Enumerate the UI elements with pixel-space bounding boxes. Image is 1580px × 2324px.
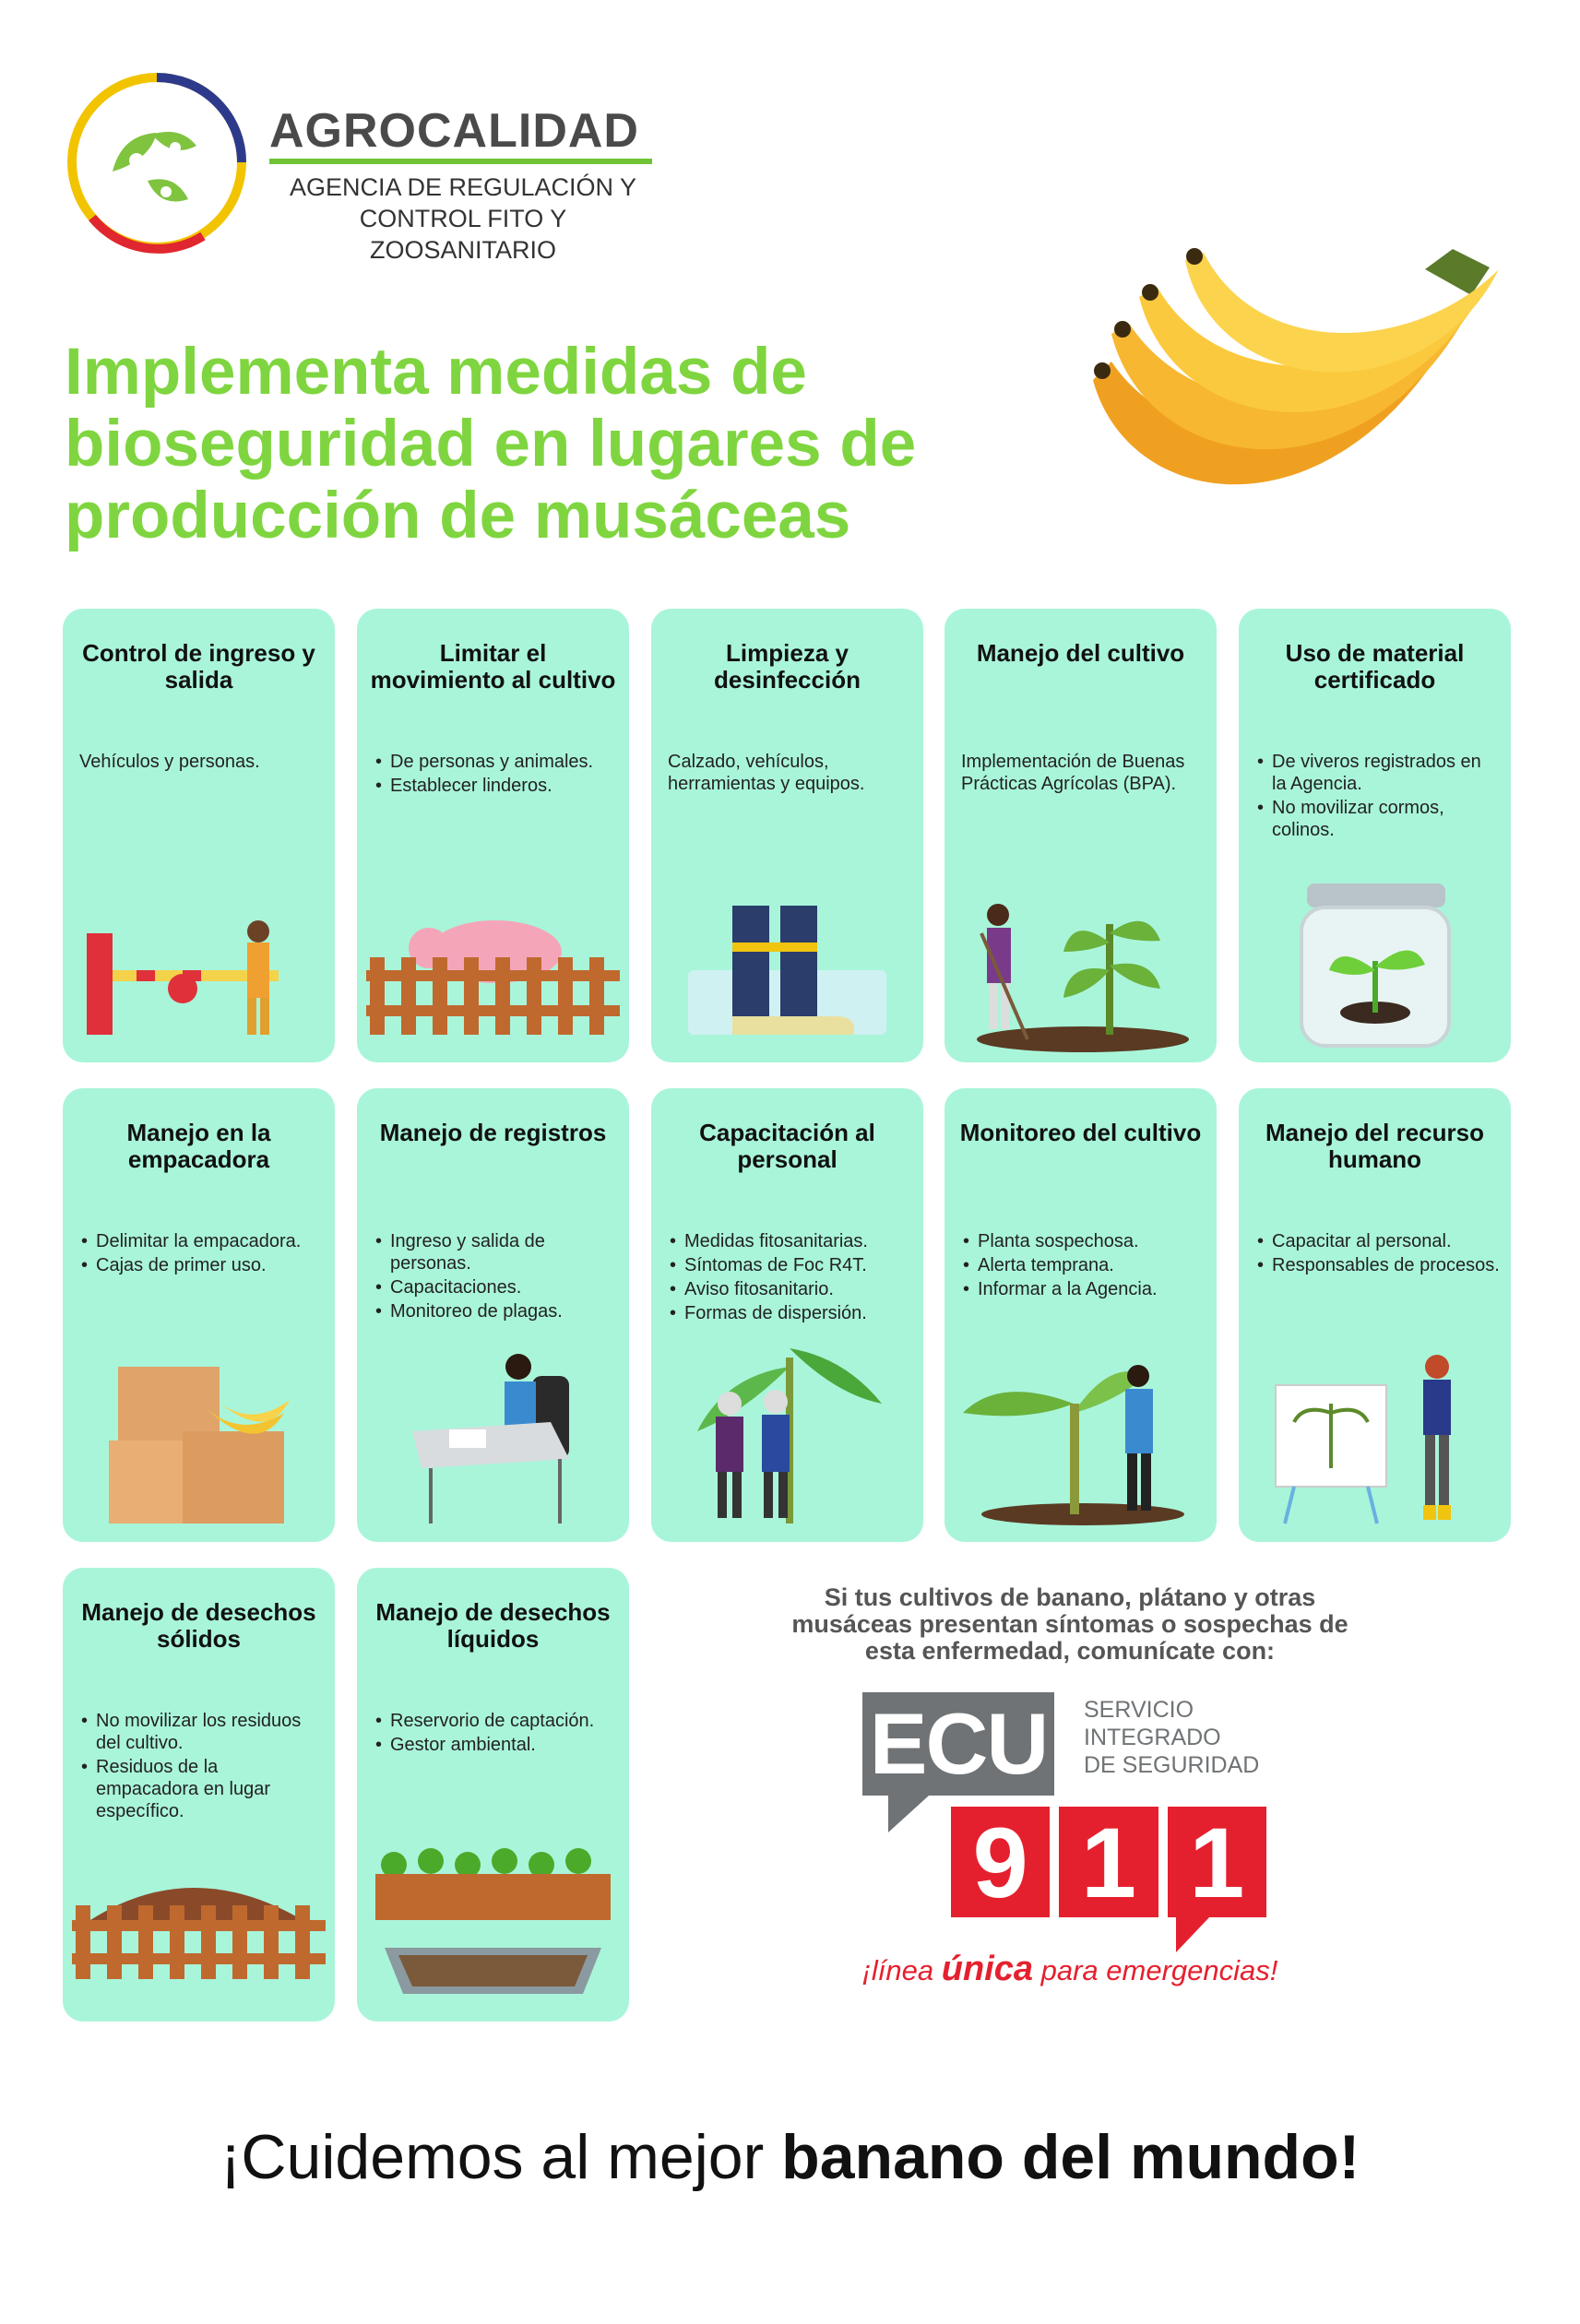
bullet-item: • Síntomas de Foc R4T. [668,1254,912,1276]
bullet-item: • Gestor ambiental. [374,1734,618,1756]
brand-subtitle-line1: AGENCIA DE REGULACIÓN Y [289,173,637,201]
brand-name: AGROCALIDAD [269,104,639,158]
bullet-item: • Ingreso y salida de personas. [374,1230,618,1275]
ecu-service-line3: DE SEGURIDAD [1084,1752,1260,1778]
card-bullets [961,1230,1206,1302]
card-title: Limpieza y desinfección [714,639,861,694]
headline-line1: Implementa medidas de [65,336,807,409]
card-title: Manejo en la empacadora [126,1119,271,1173]
card-title: Monitoreo del cultivo [959,1119,1202,1146]
inspecting-plant-icon [944,1330,1217,1542]
brand-underline [269,159,652,164]
card-bullets [374,1710,618,1758]
ecu-tagline-strong: única [941,1950,1034,1988]
card-bullets [374,751,618,799]
contact-instructions [738,1584,1402,1665]
card-monitoreo [944,1088,1217,1542]
ecu-word: ECU [869,1695,1048,1792]
card-control-ingreso [63,609,335,1062]
bullet-item: • Delimitar la empacadora. [79,1230,324,1252]
card-desechos-solidos [63,1568,335,2022]
contact-line1: Si tus cultivos de banano, plátano y otras [824,1583,1316,1611]
card-bullets [374,1230,618,1324]
card-recurso-humano [1239,1088,1511,1542]
agrocalidad-logo-icon [65,70,249,255]
two-people-icon [651,1330,923,1542]
reservoir-icon [357,1809,629,2022]
contact-line2: musáceas presentan síntomas o sospechas de [791,1610,1348,1638]
card-limitar-movimiento [357,609,629,1062]
ecu-service-line2: INTEGRADO [1084,1725,1221,1750]
bullet-item: • De personas y animales. [374,751,618,773]
bullet-item: • Cajas de primer uso. [79,1254,324,1276]
card-bullets [1255,1230,1500,1278]
bullet-item: • Capacitaciones. [374,1276,618,1298]
trainer-board-icon [1239,1330,1511,1542]
card-bullets [1255,751,1500,843]
ecu-911-digits [951,1807,1266,1917]
ecu-digit: 9 [972,1807,1028,1918]
bullet-item: • Residuos de la empacadora en lugar específico. [79,1756,324,1822]
card-text: Calzado, vehículos, herramientas y equipos. [668,752,865,794]
ecu-service-text [1084,1696,1259,1779]
bullet-item: • Aviso fitosanitario. [668,1278,912,1300]
card-registros [357,1088,629,1542]
ecu-tagline-pre: ¡línea [861,1954,942,1986]
card-capacitacion [651,1088,923,1542]
card-title: Control de ingreso y salida [82,639,315,694]
card-manejo-cultivo [944,609,1217,1062]
card-title: Manejo de desechos líquidos [375,1598,611,1653]
ecu-digit: 1 [1158,1807,1266,1917]
boxes-bananas-icon [63,1330,335,1542]
footer-slogan-pre: ¡Cuidemos al mejor [220,2122,782,2192]
card-title: Manejo de desechos sólidos [81,1598,316,1653]
card-bullets [79,1710,324,1824]
bullet-item: • Capacitar al personal. [1255,1230,1500,1252]
boots-icon [651,850,923,1062]
bullet-item: • Responsables de procesos. [1255,1254,1500,1276]
bullet-item: • Formas de dispersión. [668,1302,912,1324]
headline-line2: bioseguridad en lugares de [65,408,917,480]
bullet-item: • Monitoreo de plagas. [374,1300,618,1322]
card-limpieza [651,609,923,1062]
card-empacadora [63,1088,335,1542]
brand-subtitle-line2: CONTROL FITO Y ZOOSANITARIO [359,205,567,264]
waste-fence-icon [63,1809,335,2022]
farmer-plant-icon [944,850,1217,1062]
ecu-service-line1: SERVICIO [1084,1697,1194,1723]
ecu-911-bubble-tail [1176,1915,1211,1952]
pig-fence-icon [357,850,629,1062]
bullet-item: • Establecer linderos. [374,775,618,797]
bullet-item: • Planta sospechosa. [961,1230,1206,1252]
card-title: Manejo del cultivo [976,639,1185,667]
ecu-tagline-post: para emergencias! [1033,1954,1278,1986]
ecu-digit: 1 [1050,1807,1158,1917]
card-title: Manejo del recurso humano [1265,1119,1484,1173]
card-material-certificado [1239,609,1511,1062]
ecu-bubble-tail [888,1796,929,1832]
card-desechos-liquidos [357,1568,629,2022]
card-title: Limitar el movimiento al cultivo [370,639,616,694]
bullet-item: • De viveros registrados en la Agencia. [1255,751,1500,795]
brand-subtitle [269,172,657,266]
banana-bunch-icon [1075,242,1517,560]
bullet-item: • No movilizar cormos, colinos. [1255,797,1500,841]
ecu-tagline [826,1950,1314,1989]
card-title: Uso de material certificado [1285,639,1465,694]
card-title: Capacitación al personal [699,1119,875,1173]
bullet-item: • Reservorio de captación. [374,1710,618,1732]
card-bullets [79,1230,324,1278]
headline-line3: producción de musáceas [65,480,851,552]
seedling-jar-icon [1239,850,1511,1062]
page-headline [65,337,1079,552]
bullet-item: • Alerta temprana. [961,1254,1206,1276]
ecu911-logo [862,1692,1296,1951]
footer-slogan-strong: banano del mundo! [781,2122,1360,2192]
card-bullets [668,1230,912,1326]
desk-records-icon [357,1330,629,1542]
card-text: Implementación de Buenas Prácticas Agrícolas (BPA). [961,752,1185,794]
bullet-item: • No movilizar los residuos del cultivo. [79,1710,324,1754]
card-title: Manejo de registros [379,1119,607,1146]
card-text: Vehículos y personas. [79,752,260,772]
contact-line3: esta enfermedad, comunícate con: [864,1637,1276,1665]
bullet-item: • Informar a la Agencia. [961,1278,1206,1300]
bullet-item: • Medidas fitosanitarias. [668,1230,912,1252]
barrier-guard-icon [63,850,335,1062]
footer-slogan [0,2121,1580,2193]
